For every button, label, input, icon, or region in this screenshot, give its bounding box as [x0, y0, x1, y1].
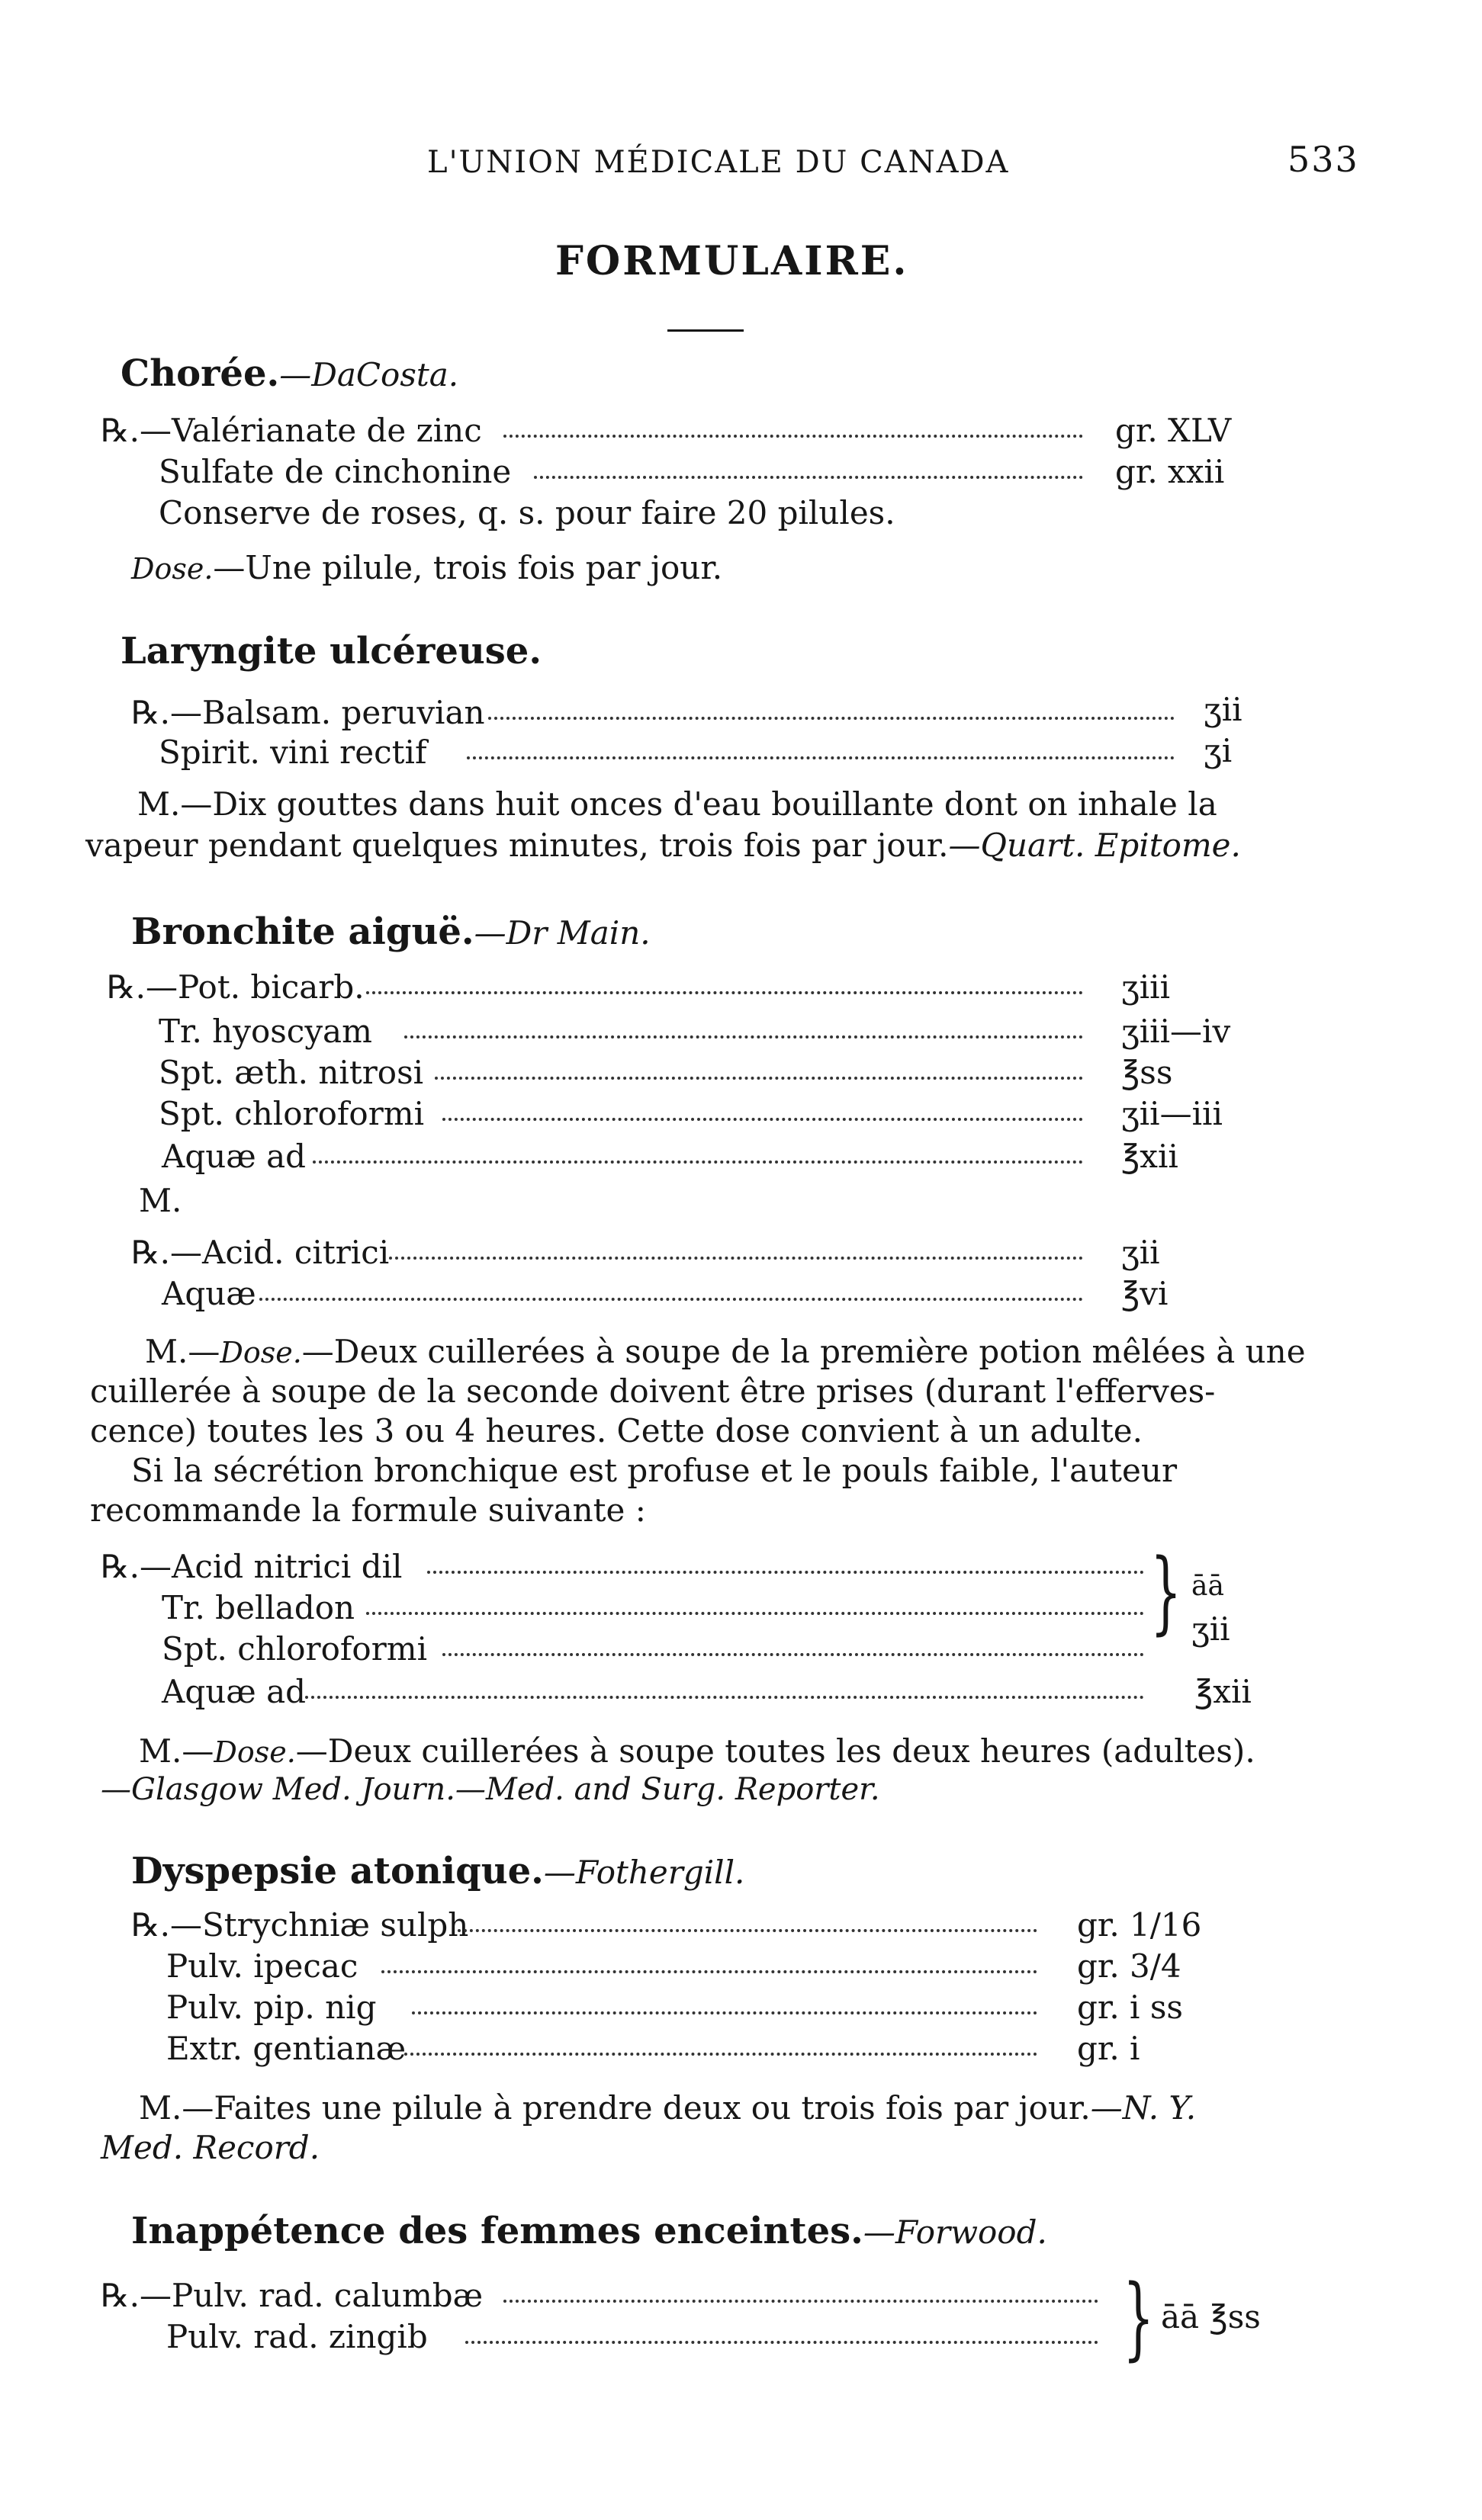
recipe-amount: ʒii [1121, 1234, 1160, 1271]
dot-leader [313, 1160, 1083, 1164]
recipe-line: Conserve de roses, q. s. pour faire 20 pilules. [159, 494, 895, 531]
dose-paragraph-line [145, 1333, 1306, 1370]
recipe-line: ℞.—Acid. citrici [131, 1234, 390, 1271]
section-title-text: Chorée. [121, 352, 280, 395]
dot-leader [389, 1257, 1083, 1260]
recipe-amount: gr. i [1077, 2030, 1140, 2067]
recipe-amount: ʒiii [1121, 968, 1171, 1006]
dot-leader [442, 1653, 1144, 1656]
section-author: —DaCosta. [279, 356, 459, 393]
dot-leader [366, 991, 1083, 994]
section-title-laryngite: Laryngite ulcéreuse. [121, 630, 542, 673]
right-brace: } [1123, 2265, 1155, 2370]
recipe-line: Spt. chloroformi [159, 1095, 425, 1132]
note-text: vapeur pendant quelques minutes, trois fois par jour. [85, 827, 949, 864]
note-line: M.—Dix gouttes dans huit onces d'eau bouillante dont on inhale la [137, 785, 1217, 823]
recipe-amount: ℥ss [1121, 1054, 1173, 1091]
brace-amount: ʒii [1191, 1610, 1230, 1648]
dot-leader [458, 1929, 1037, 1932]
recipe-line: ℞.—Strychniæ sulph [131, 1906, 469, 1944]
dot-leader [427, 1571, 1144, 1574]
dot-leader [467, 756, 1175, 759]
recipe-line: Spt. æth. nitrosi [159, 1054, 424, 1091]
recipe-amount: gr. xxii [1115, 453, 1225, 490]
note-line [139, 2089, 1196, 2127]
recipe-line: Extr. gentianæ [166, 2030, 407, 2067]
right-brace: } [1150, 1539, 1182, 1644]
mix-label: M. [139, 1182, 182, 1219]
section-title-text: Bronchite aiguë. [131, 910, 474, 953]
dot-leader [366, 1612, 1144, 1615]
recipe-amount: ʒiii—iv [1121, 1013, 1231, 1050]
recipe-amount: ℥vi [1121, 1275, 1169, 1312]
dose-prefix: M.— [139, 1732, 214, 1770]
recipe-line: Tr. hyoscyam [159, 1013, 372, 1050]
recipe-line: ℞.—Valérianate de zinc [101, 412, 482, 449]
dot-leader [435, 1077, 1083, 1080]
dot-leader [404, 2053, 1037, 2056]
note-text: M.—Faites une pilule à prendre deux ou trois fois par jour. [139, 2089, 1091, 2127]
dot-leader [465, 2341, 1098, 2344]
recipe-amount: gr. 1/16 [1077, 1906, 1202, 1944]
dose-text: —Une pilule, trois fois par jour. [213, 549, 723, 586]
dot-leader [488, 717, 1175, 720]
dot-leader [442, 1118, 1083, 1121]
recipe-line: Sulfate de cinchonine [159, 453, 512, 490]
paragraph-line: Si la sécrétion bronchique est profuse et le pouls faible, l'auteur [131, 1452, 1178, 1489]
dot-leader [381, 1970, 1037, 1973]
dose-label: Dose. [214, 1735, 296, 1769]
recipe-amount: gr. XLV [1115, 412, 1232, 449]
paragraph-line: recommande la formule suivante : [90, 1491, 646, 1529]
dose-label: Dose. [220, 1336, 302, 1369]
section-title-text: Dyspepsie atonique. [131, 1850, 544, 1892]
section-title-inappetence [131, 2210, 1047, 2252]
dot-leader [534, 476, 1083, 479]
recipe-line: Spt. chloroformi [162, 1630, 428, 1668]
dose-dash: — [301, 1333, 334, 1370]
recipe-line: Pulv. pip. nig [166, 1989, 377, 2026]
recipe-line: Tr. belladon [162, 1589, 355, 1626]
page-title: FORMULAIRE. [555, 238, 909, 284]
dose-line [131, 549, 722, 586]
dose-paragraph-line: cuillerée à soupe de la seconde doivent être prises (durant l'efferves- [90, 1372, 1216, 1410]
section-title-text: Inappétence des femmes enceintes. [131, 2210, 863, 2252]
recipe-amount: gr. i ss [1077, 1989, 1183, 2026]
section-author: —Dr Main. [474, 914, 651, 952]
section-title-dyspepsie [131, 1850, 744, 1892]
note-source: —N. Y. [1090, 2089, 1197, 2127]
recipe-amount: ℥xii [1194, 1673, 1252, 1710]
dot-leader [503, 2300, 1098, 2303]
section-title-choree [121, 352, 458, 395]
source-citation: —Glasgow Med. Journ.—Med. and Surg. Reporter. [101, 1772, 880, 1807]
running-head: L'UNION MÉDICALE DU CANADA [427, 145, 1010, 180]
recipe-line: Aquæ ad [162, 1673, 307, 1710]
dose-line [139, 1732, 1255, 1770]
dot-leader [503, 435, 1083, 438]
dot-leader [412, 2011, 1037, 2014]
recipe-line: ℞.—Pulv. rad. calumbæ [101, 2277, 484, 2314]
brace-amount: āā ℥ss [1161, 2298, 1261, 2335]
recipe-amount: ʒi [1204, 732, 1233, 769]
note-line [85, 827, 1241, 864]
title-rule [667, 329, 744, 332]
recipe-line: Pulv. rad. zingib [166, 2318, 428, 2355]
dose-text: Deux cuillerées à soupe de la première potion mêlées à une [333, 1333, 1306, 1370]
recipe-line: Aquæ ad [162, 1138, 307, 1175]
section-author: —Forwood. [863, 2213, 1047, 2251]
dose-paragraph-line: cence) toutes les 3 ou 4 heures. Cette dose convient à un adulte. [90, 1412, 1143, 1449]
dot-leader [305, 1696, 1144, 1699]
recipe-line: Spirit. vini rectif [159, 734, 427, 771]
dose-label: Dose. [131, 552, 214, 586]
recipe-amount: ℥xii [1121, 1138, 1178, 1175]
recipe-line: ℞.—Pot. bicarb. [107, 968, 365, 1006]
section-title-bronchite [131, 910, 651, 953]
brace-amount: āā [1191, 1571, 1224, 1602]
dot-leader [404, 1035, 1083, 1038]
recipe-amount: gr. 3/4 [1077, 1947, 1181, 1985]
page-number: 533 [1288, 139, 1359, 180]
recipe-line: Pulv. ipecac [166, 1947, 358, 1985]
recipe-amount: ʒii [1204, 691, 1243, 728]
dose-prefix: M.— [145, 1333, 220, 1370]
recipe-amount: ʒii—iii [1121, 1095, 1223, 1132]
recipe-line: Aquæ [162, 1275, 256, 1312]
dot-leader [259, 1298, 1083, 1301]
note-source-line: Med. Record. [101, 2129, 320, 2166]
recipe-line: ℞.—Acid nitrici dil [101, 1548, 403, 1585]
section-author: —Fothergill. [543, 1854, 745, 1891]
note-source: —Quart. Epitome. [948, 827, 1241, 864]
dose-text: —Deux cuillerées à soupe toutes les deux heures (adultes). [295, 1732, 1255, 1770]
recipe-line: ℞.—Balsam. peruvian [131, 694, 485, 731]
